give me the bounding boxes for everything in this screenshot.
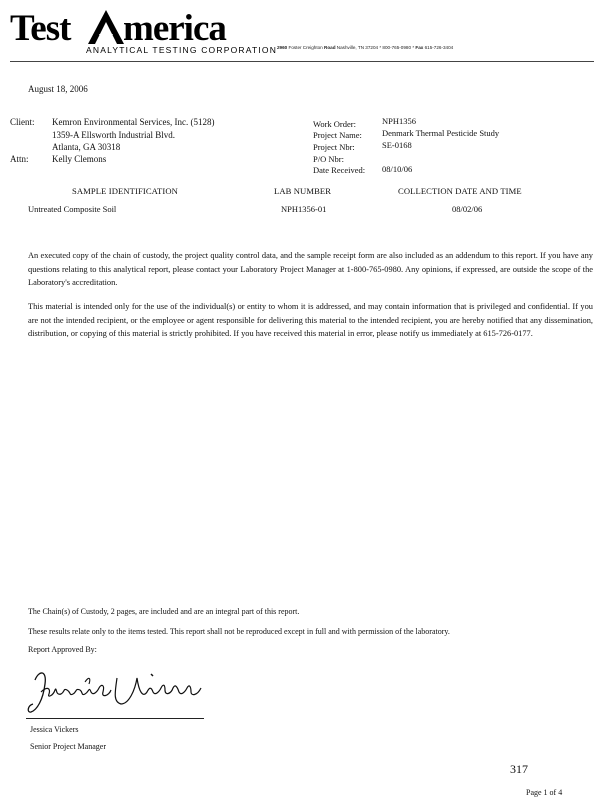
work-order-label: Work Order: [313,119,356,129]
report-date: August 18, 2006 [28,84,88,94]
date-received-label: Date Received: [313,165,366,175]
address-number: 2960 [277,45,288,50]
sample-row-collection: 08/02/06 [452,204,483,214]
logo-tagline: ANALYTICAL TESTING CORPORATION [86,45,278,55]
date-received-value: 08/10/06 [382,164,413,174]
address-city: Nashville, TN 37204 [336,45,379,50]
approved-by-label: Report Approved By: [28,645,97,654]
document-number: 317 [510,762,528,776]
collection-header: COLLECTION DATE AND TIME [398,186,522,196]
project-nbr-value: SE-0168 [382,140,412,150]
address-fax-label: Fax [415,45,424,50]
address-phone: 800-765-0980 [382,45,412,50]
sample-row-lab-number: NPH1356-01 [281,204,327,214]
signature-image [25,662,210,716]
logo-text-left: Test [10,8,71,49]
addendum-paragraph: An executed copy of the chain of custody, the project quality control data, and the sample receipt form are also included as an addendum to this report. If you have any questions relating to this analytical report, please contact your Laboratory Project Manager at 1-800-765-0980. Any opinions, if expressed, are outside the scope of the Laboratory's accreditation. [28,251,593,288]
project-name-value: Denmark Thermal Pesticide Study [382,128,500,138]
project-nbr-label: Project Nbr: [313,142,355,152]
po-nbr-label: P/O Nbr: [313,154,344,164]
custody-note: The Chain(s) of Custody, 2 pages, are included and are an integral part of this report. [28,607,300,616]
client-name: Kemron Environmental Services, Inc. (5128) [52,117,215,127]
logo-text-right: merica [123,8,226,49]
company-logo [10,8,278,56]
confidentiality-paragraph: This material is intended only for the use of the individual(s) or entity to whom it is addressed, and may contain information that is privileged and confidential. If you are not the intended recipient, or the employee or agent responsible for delivering this material to the intended recipient, you are hereby notified that any dissemination, distribution, or copying of this material is strictly prohibited. If you have received this material in error, please notify us immediately at 615-726-0177. [28,302,593,339]
client-label: Client: [10,117,35,127]
address-road: Road [324,45,336,50]
project-name-label: Project Name: [313,130,362,140]
header-divider [10,61,594,62]
page-number: Page 1 of 4 [526,788,563,797]
sample-id-header: SAMPLE IDENTIFICATION [72,186,178,196]
address-fax: 615-726-3404 [424,45,454,50]
address-street: Foster Creighton [288,45,323,50]
attn-name: Kelly Clemons [52,154,107,164]
company-address: 2960 Foster Creighton Road Nashville, TN 37204 * 800-765-0980 * Fax 615-726-3404 [277,45,454,50]
client-address-line1: 1359-A Ellsworth Industrial Blvd. [52,130,175,140]
logo-a-mark-icon [88,10,124,44]
client-address-line2: Atlanta, GA 30318 [52,142,121,152]
sample-row-id: Untreated Composite Soil [28,204,117,214]
signer-title: Senior Project Manager [30,742,106,751]
results-note: These results relate only to the items tested. This report shall not be reproduced except in full and with permission of the laboratory. [28,627,450,636]
work-order-value: NPH1356 [382,116,417,126]
signer-name: Jessica Vickers [30,725,79,734]
attn-label: Attn: [10,154,29,164]
lab-number-header: LAB NUMBER [274,186,332,196]
signature-line [26,718,204,719]
